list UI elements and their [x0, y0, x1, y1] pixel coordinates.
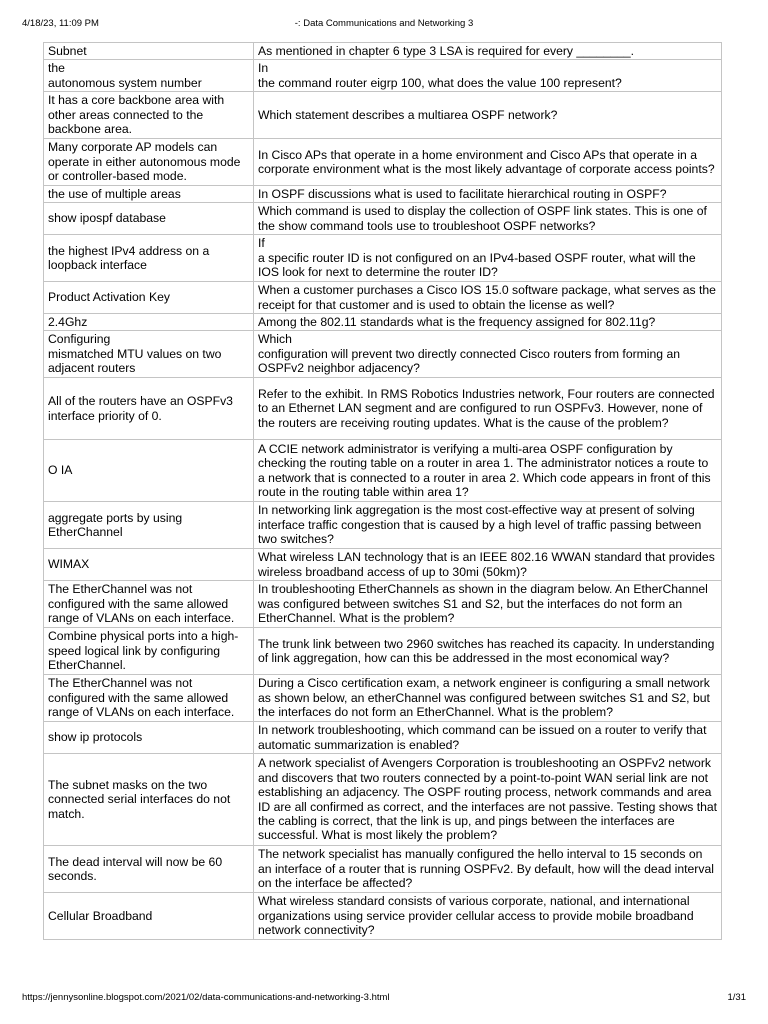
- page-header: [22, 18, 746, 32]
- answer-cell: It has a core backbone area with other areas connected to the backbone area.: [44, 92, 254, 139]
- table-row: [44, 314, 722, 331]
- table-row: [44, 235, 722, 282]
- page-footer: [22, 992, 746, 1006]
- page-number: 1/31: [727, 992, 746, 1003]
- question-cell: Which statement describes a multiarea OSPF network?: [254, 92, 722, 139]
- question-cell: A network specialist of Avengers Corporation is troubleshooting an OSPFv2 network and discovers that two routers connected by a point-to-point WAN serial link are not establishing an adjacency. The OSPF routing process, network commands and area ID are all confirmed as correct, and the interfaces are not passive. Testing shows that the cabling is correct, that the link is up, and pings between the interfaces are successful. What is most likely the problem?: [254, 754, 722, 846]
- question-cell: As mentioned in chapter 6 type 3 LSA is required for every ________.: [254, 43, 722, 60]
- table-row: [44, 628, 722, 675]
- question-cell: Which configuration will prevent two directly connected Cisco routers from forming an OSPFv2 neighbor adjacency?: [254, 331, 722, 378]
- answer-cell: The EtherChannel was not configured with the same allowed range of VLANs on each interface.: [44, 675, 254, 722]
- question-cell: In troubleshooting EtherChannels as shown in the diagram below. An EtherChannel was configured between switches S1 and S2, but the interfaces do not form an EtherChannel. What is the problem?: [254, 581, 722, 628]
- answer-cell: Combine physical ports into a high-speed logical link by configuring EtherChannel.: [44, 628, 254, 675]
- question-cell: Which command is used to display the collection of OSPF link states. This is one of the show command tools use to troubleshoot OSPF networks?: [254, 203, 722, 235]
- question-cell: In networking link aggregation is the most cost-effective way at present of solving interface traffic congestion that is caused by a high level of traffic passing between two switches?: [254, 502, 722, 549]
- table-row: [44, 282, 722, 314]
- answer-cell: The subnet masks on the two connected serial interfaces do not match.: [44, 754, 254, 846]
- answer-cell: The EtherChannel was not configured with the same allowed range of VLANs on each interface.: [44, 581, 254, 628]
- question-cell: If a specific router ID is not configured on an IPv4-based OSPF router, what will the IOS look for next to determine the router ID?: [254, 235, 722, 282]
- qa-table-body: [44, 43, 722, 940]
- question-cell: In Cisco APs that operate in a home environment and Cisco APs that operate in a corporate environment what is the most likely advantage of corporate access points?: [254, 139, 722, 186]
- answer-cell: the use of multiple areas: [44, 186, 254, 203]
- question-cell: In OSPF discussions what is used to facilitate hierarchical routing in OSPF?: [254, 186, 722, 203]
- answer-cell: Subnet: [44, 43, 254, 60]
- answer-cell: All of the routers have an OSPFv3 interface priority of 0.: [44, 378, 254, 440]
- question-cell: What wireless standard consists of various corporate, national, and international organizations using service provider cellular access to provide mobile broadband network connectivity?: [254, 893, 722, 940]
- answer-cell: the autonomous system number: [44, 60, 254, 92]
- table-row: [44, 186, 722, 203]
- answer-cell: show ip protocols: [44, 722, 254, 754]
- question-cell: The trunk link between two 2960 switches has reached its capacity. In understanding of link aggregation, how can this be addressed in the most economical way?: [254, 628, 722, 675]
- qa-table: [43, 42, 722, 940]
- table-row: [44, 722, 722, 754]
- table-row: [44, 581, 722, 628]
- question-cell: Refer to the exhibit. In RMS Robotics Industries network, Four routers are connected to an Ethernet LAN segment and are configured to run OSPFv3. However, none of the routers are receiving routing updates. What is the cause of the problem?: [254, 378, 722, 440]
- question-cell: Among the 802.11 standards what is the frequency assigned for 802.11g?: [254, 314, 722, 331]
- table-row: [44, 203, 722, 235]
- question-cell: A CCIE network administrator is verifying a multi-area OSPF configuration by checking the routing table on a router in area 1. The administrator notices a route to a network that is connected to a router in area 2. Which code appears in front of this route in the routing table within area 1?: [254, 440, 722, 502]
- table-row: [44, 331, 722, 378]
- answer-cell: the highest IPv4 address on a loopback interface: [44, 235, 254, 282]
- table-row: [44, 502, 722, 549]
- table-row: [44, 754, 722, 846]
- question-cell: What wireless LAN technology that is an IEEE 802.16 WWAN standard that provides wireless broadband access of up to 30mi (50km)?: [254, 549, 722, 581]
- table-row: [44, 60, 722, 92]
- table-row: [44, 846, 722, 893]
- question-cell: The network specialist has manually configured the hello interval to 15 seconds on an interface of a router that is running OSPFv2. By default, how will the dead interval on the interface be affected?: [254, 846, 722, 893]
- table-row: [44, 675, 722, 722]
- table-row: [44, 893, 722, 940]
- page-title: -: Data Communications and Networking 3: [294, 18, 474, 29]
- answer-cell: Product Activation Key: [44, 282, 254, 314]
- table-row: [44, 549, 722, 581]
- table-row: [44, 92, 722, 139]
- table-row: [44, 43, 722, 60]
- answer-cell: Many corporate AP models can operate in either autonomous mode or controller-based mode.: [44, 139, 254, 186]
- question-cell: During a Cisco certification exam, a network engineer is configuring a small network as shown below, an etherChannel was configured between switches S1 and S2, but the interfaces do not form an EtherChannel. What is the problem?: [254, 675, 722, 722]
- answer-cell: Configuring mismatched MTU values on two adjacent routers: [44, 331, 254, 378]
- question-cell: In network troubleshooting, which command can be issued on a router to verify that automatic summarization is enabled?: [254, 722, 722, 754]
- question-cell: When a customer purchases a Cisco IOS 15.0 software package, what serves as the receipt for that customer and is used to obtain the license as well?: [254, 282, 722, 314]
- question-cell: In the command router eigrp 100, what does the value 100 represent?: [254, 60, 722, 92]
- print-datetime: 4/18/23, 11:09 PM: [22, 18, 99, 29]
- answer-cell: WIMAX: [44, 549, 254, 581]
- answer-cell: aggregate ports by using EtherChannel: [44, 502, 254, 549]
- source-url[interactable]: https://jennysonline.blogspot.com/2021/02/data-communications-and-networking-3.html: [22, 992, 390, 1003]
- table-row: [44, 378, 722, 440]
- answer-cell: The dead interval will now be 60 seconds.: [44, 846, 254, 893]
- answer-cell: Cellular Broadband: [44, 893, 254, 940]
- table-row: [44, 139, 722, 186]
- answer-cell: show ipospf database: [44, 203, 254, 235]
- answer-cell: O IA: [44, 440, 254, 502]
- answer-cell: 2.4Ghz: [44, 314, 254, 331]
- table-row: [44, 440, 722, 502]
